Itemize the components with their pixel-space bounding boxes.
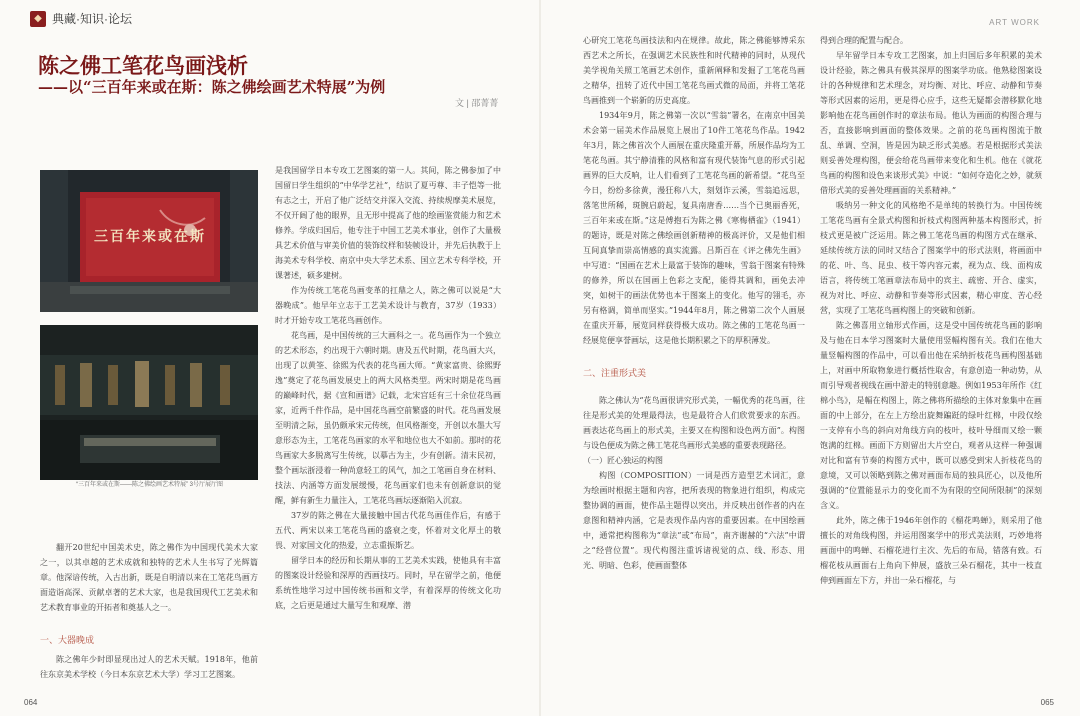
section-header <box>30 10 132 27</box>
paragraph: 陈之佛喜用立轴形式作画，这是受中国传统花鸟画的影响及与他在日本学习图案时大量使用竖幅构图有关。我们在他大量竖幅构图的作品中，可以看出他在采纳折枝花鸟画构图基础上，对画中所取物象进行概括性取舍，有意创造一种动势，从而引导观者视线在画中游走的特别意趣。例如1953年所作《红棉小鸟》，是幅在构图上，陈之佛将所描绘的主体对象集中在画面的中上部分，在左上方绘出旋舞蹁跹的绿叶红棉，中段仅绘一支停有小鸟的斜向对角线方向的枝叶，枝叶导细而又绘一颗饱满的红棉。画面下方则留出大片空白，观者从这样一种强调对比和富有节奏的构图方式中，既可以感受到宋人折枝花鸟的意境，又可以领略到陈之佛对画面布局的独具匠心，以及他所强调的“位置能显示力的变化而不为有限的空间所限制”的深刻含义。 <box>820 321 1042 510</box>
exhibition-photo-banner <box>40 170 258 312</box>
banner-title: 三百年来或在斯 <box>94 229 206 245</box>
column-1 <box>40 540 258 705</box>
page-number-right: 065 <box>1040 698 1054 707</box>
page-gutter <box>539 0 541 716</box>
section-heading-2: 二、注重形式美 <box>583 368 647 378</box>
photo-caption: “三百年来或在斯——陈之佛绘画艺术特展” 3号厅展厅图 <box>76 482 224 488</box>
paragraph: 陈之佛认为“花鸟画很讲究形式美，一幅优秀的花鸟画，往往是形式美的处理最得法，也是最符合人们欣赏要求的东西。画表达花鸟画上的形式美，主要又在构图和设色两方面”。构图与设色便成为陈之佛工笔花鸟画形式美感的重要表现路径。 <box>583 396 805 450</box>
art-work-header: ART WORK <box>989 18 1040 27</box>
column-4 <box>820 33 1042 698</box>
paragraph: 构图（COMPOSITION）一词是西方造型艺术词汇，意为绘画时根据主题和内容，把所表现的物象进行组织，构成完整协调的画面，使作品主题得以突出，并反映出创作者的内在意图和精神内涵，它是表现作品内容的重要因素。在中国绘画中，通常把构图称为“章法”或“布局”，南齐谢赫的“六法”中谓之“经营位置”。现代构图注重诉诸视觉的点、线、形态、用光、明暗、色彩，使画面整体 <box>583 471 805 570</box>
paragraph: 花鸟画，是中国传统的三大画科之一。花鸟画作为一个独立的艺术形态，约出现于六朝时期。唐及五代时期，花鸟画大兴，出现了以黄筌、徐熙为代表的花鸟画大师。“黄家富贵、徐熙野逸”奠定了花鸟画发展史上的两大风格类型。两宋时期是花鸟画的巅峰时代，据《宣和画谱》记载，北宋宫廷有三十余位花鸟画家，近两千件作品，是中国花鸟画空前繁盛的时代。花鸟画发展至明清之际，虽仍颇承宋元传统，但风格渐变，开创以水墨大写意形态为主，工笔花鸟画家的水平和地位也大不如前。那时的花鸟画家大多脱离写生传统，以摹古为主，少有创新。清末民初，整个画坛浙浸着一种尚意轻工的风气，加之工笔画自身在材料、技法、内涵等方面发展缓慢，花鸟画家们也未有创新意识的觉醒，鲜有新生力量注入，工笔花鸟画坛逐渐陷入沉寂。 <box>275 331 501 505</box>
article-author: 文 | 邵菁菁 <box>455 98 499 108</box>
exhibition-photo-hall <box>40 325 258 480</box>
column-3 <box>583 33 805 698</box>
magazine-logo-icon: ◆ <box>30 11 46 27</box>
section-header-text: 典藏·知识·论坛 <box>52 12 132 26</box>
column-2 <box>275 163 501 695</box>
paragraph: 吸纳另一种文化的风格绝不是单纯的转换行为。中国传统工笔花鸟画有全景式构图和折枝式构图两种基本构图形式，折枝式更是被广泛运用。陈之佛工笔花鸟画的构图方式在继承、延续传统方法的同时又结合了图案学中的形式法则，将画面中的花、叶、鸟、昆虫、枝干等内容元素，视为点、线、面构成语言，将传统工笔画章法布局中的宾主、疏密、开合、虚实，视为对比、呼应、动静和节奏等形式因素，精心审度、苦心经营，实现了工笔花鸟画构图上的突破和创新。 <box>820 201 1042 315</box>
subsection-heading: （一）匠心独运的构图 <box>583 456 663 465</box>
paragraph: 此外，陈之佛于1946年创作的《榴花鸣蝉》，则采用了他擅长的对角线构图，并运用图案学中的形式美法则，巧妙地将画面中的鸣蝉、石榴花进行主次、先后的布局，错落有致。石榴花枝从画面右上角向下伸展，盛放三朵石榴花，其中一枝直伸到画面左下方，并出一朵石榴花，与 <box>820 516 1042 585</box>
article-subtitle: ——以“三百年来或在斯：陈之佛绘画艺术特展”为例 <box>38 78 386 96</box>
article-title: 陈之佛工笔花鸟画浅析 <box>38 53 248 78</box>
page-number-left: 064 <box>24 698 38 707</box>
paragraph: 早年留学日本专攻工艺图案，加上归国后多年积累的美术设计经验，陈之佛具有极其深厚的图案学功底。他熟稔图案设计的各种规律和艺术理念，对均衡、对比、呼应、动静和节奏等形式因素的运用，更是得心应手，这些无疑都会潜移默化地影响他在花鸟画创作时的章法布局。他认为画面的构图合理与否，直接影响到画面的整体效果。之前的花鸟画构图流于散乱、单调、空洞，皆是因为缺乏形式美感。若是根据形式美法则妥善处理构图，便会给花鸟画带来变化和生机。他在《就花鸟画的构图和设色来谈形式美》中说：“如何夺造化之妙，就须借形式美的妥善处理画面的关系精神。” <box>820 51 1042 195</box>
paragraph: 得到合理的配置与配合。 <box>820 36 908 45</box>
paragraph: 陈之佛年少时即显现出过人的艺术天赋。1918年，他前往东京美术学校（今日本东京艺术大学）学习工艺图案。 <box>40 655 258 679</box>
section-heading-1: 一、大器晚成 <box>40 635 95 645</box>
paragraph: 心研究工笔花鸟画技法和内在规律。故此，陈之佛能够博采东西艺术之所长，在强调艺术民族性和时代精神的同时，从现代美学视角关照工笔画艺术创作，重新阐释和发掘了工笔花鸟画之精华，扭转了近代中国工笔花鸟画式微的局面，并将工笔花鸟画推到一个崭新的历史高度。 <box>583 36 805 105</box>
paragraph: 37岁的陈之佛在大量接触中国古代花鸟画佳作后，有感于五代、两宋以来工笔花鸟画的盛衰之变，怀着对文化厚土的敬畏、对家国文化的热爱，立志重振斯艺。 <box>275 511 501 550</box>
paragraph: 1934年9月，陈之佛第一次以“雪翁”署名，在南京中国美术会第一届美术作品展览上展出了10件工笔花鸟作品。1942年3月，陈之佛首次个人画展在重庆隆重开幕，所展作品均为工笔花鸟画。其宁静清雅的风格和富有现代装饰气息的形式引起画界的巨大反响，让人们看到了工笔花鸟画的新希望。“花鸟至今日，纷纷多徐黄，漫狂称八大，刻划诈云溪，雪翁追远思，落笔世所稀，斑腕启蔚起，复具南唐香……当个已奥丽香死，三百年来或在斯。”这是傅抱石为陈之佛《寒梅栖雀》（1941）的题诗，既是对陈之佛绘画创新精神的极高评价，又是他们相互间真挚而崇高情感的真实流露。吕斯百在《评之佛先生画》中写道：“国画在艺术上最富于装饰的趣味，雪翁于图案有特殊的修养，所以在国画上色彩之支配，能得其调和，画免去冲突，如树干的画法优势也本于图案上的变化。他写的翎毛，亦另有格调，简单而坚实。”1944年8月，陈之佛第二次个人画展在重庆开幕，展览同样获得极大成功。陈之佛的工笔花鸟画一经展览便享誉画坛，这是他长期积累之下的厚积薄发。 <box>583 111 805 345</box>
paragraph: 翻开20世纪中国美术史，陈之佛作为中国现代美术大家之一，以其卓越的艺术成就和独特的艺术人生书写了光辉篇章。他深谙传统，入古出新，既是自明清以来在工笔花鸟画方面造诣高深、贡献卓著的艺术大家，也是我国现代工艺美术和艺术教育事业的开拓者和奠基人之一。 <box>40 543 258 612</box>
paragraph: 是我国留学日本专攻工艺图案的第一人。其间，陈之佛参加了中国留日学生组织的“中华学艺社”，结识了夏丏尊、丰子恺等一批有志之士，开启了他广泛结交并深入交流、持续规摩美术展览，不仅开阔了他的眼界，且无形中提高了他的绘画鉴赏能力和艺术修养。学成归国后，他专注于中国工艺美术事业，创作了大量极具艺术价值与审美价值的装饰纹样和装帧设计，并先后执教于上海美术专科学校、南京中央大学艺术系、国立艺术专科学校，开课著述，硕多建树。 <box>275 166 501 280</box>
paragraph: 留学日本的经历和长期从事的工艺美术实践，使他具有丰富的图案设计经验和深厚的西画技巧。同时，早在留学之前，他便系统性地学习过中国传统书画和文学，有着深厚的传统文化功底，之后更是通过大量写生和观摩、潜 <box>275 556 501 610</box>
paragraph: 作为传统工笔花鸟画变革的扛鼎之人，陈之佛可以说是“大器晚成”。他早年立志于工艺美术设计与教育，37岁（1933）时才开始专攻工笔花鸟画创作。 <box>275 286 501 325</box>
